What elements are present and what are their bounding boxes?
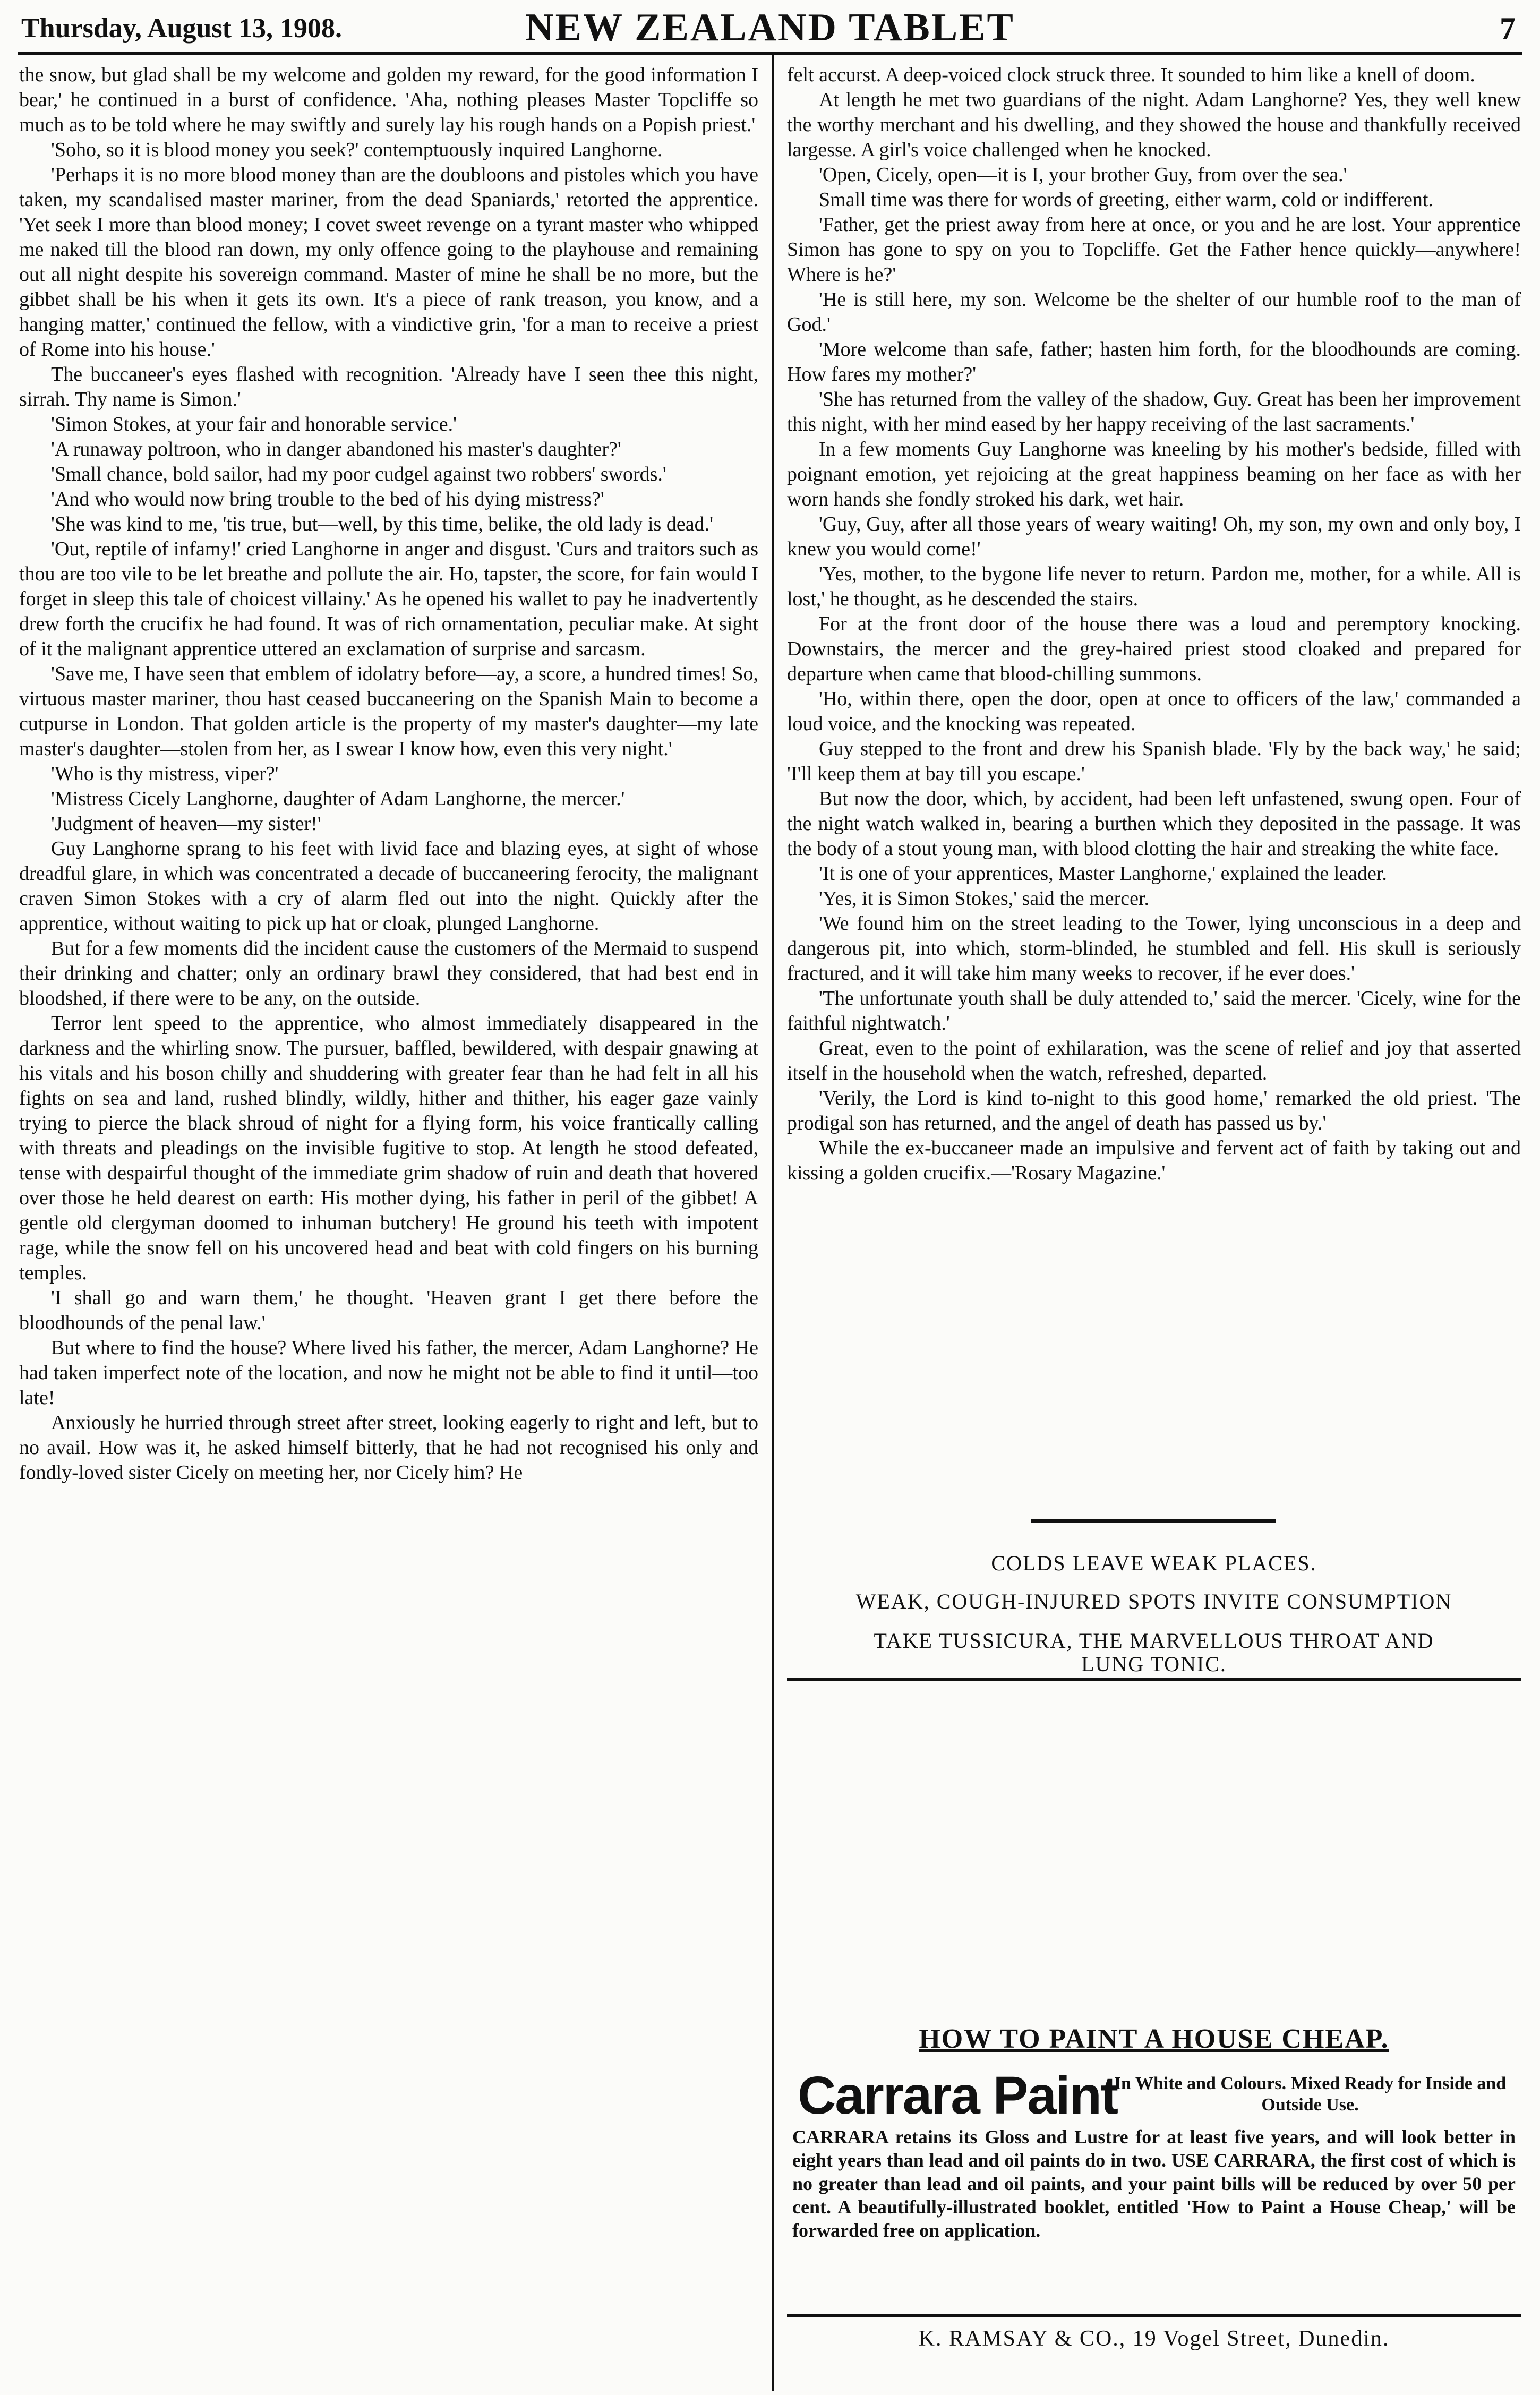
story-paragraph: 'Save me, I have seen that emblem of idolatry before—ay, a score, a hundred times! So, virtuous master mariner, thou hast ceased buccaneering on the Spanish Main to become a cutpurse in London. That golden article is the property of my master's daughter—my late master's daughter—stolen from her, as I swear I know how, even this very night.' xyxy=(19,663,758,760)
story-paragraph: 'It is one of your apprentices, Master Langhorne,' explained the leader. xyxy=(819,862,1387,885)
page-number: 7 xyxy=(1500,11,1516,46)
story-paragraph: 'A runaway poltroon, who in danger abandoned his master's daughter?' xyxy=(51,438,621,460)
story-paragraph: At length he met two guardians of the night. Adam Langhorne? Yes, they well knew the worthy merchant and his dwelling, and they showed the house and thankfully received largesse. A girl's voice challenged when he knocked. xyxy=(787,89,1521,161)
story-paragraph: 'Father, get the priest away from here at once, or you and he are lost. Your apprentice Simon has gone to spy on you to Topcliffe. Get the Father hence quickly—anywhere! Where is he?' xyxy=(787,213,1521,286)
ad-body: CARRARA retains its Gloss and Lustre for at least five years, and will look better in eight years than lead and oil paints do in two. USE CARRARA, the first cost of which is no greater than lead and oil paints, and your paint bills will be reduced by over 50 per cent. A beautifully-illustrated booklet, entitled 'How to Paint a House Cheap,' will be forwarded free on application. xyxy=(792,2126,1516,2241)
story-paragraph: 'She was kind to me, 'tis true, but—well, by this time, belike, the old lady is dead.' xyxy=(51,513,713,535)
issue-date: Thursday, August 13, 1908. xyxy=(21,13,342,44)
story-paragraph: Anxiously he hurried through street after street, looking eagerly to right and left, but to no avail. How was it, he asked himself bitterly, that he had not recognised his only and fondly-loved sister Cicely on meeting her, nor Cicely him? He xyxy=(19,1412,758,1484)
newspaper-title: NEW ZEALAND TABLET xyxy=(525,6,1015,49)
story-paragraph: But for a few moments did the incident cause the customers of the Mermaid to suspend their drinking and chatter; only an ordinary brawl they considered, that had best end in bloodshed, if there were to be any, on the outside. xyxy=(19,937,758,1010)
story-paragraph: 'More welcome than safe, father; hasten him forth, for the bloodhounds are coming. How fares my mother?' xyxy=(787,338,1521,386)
story-paragraph: 'And who would now bring trouble to the bed of his dying mistress?' xyxy=(51,488,604,510)
ad-line: LUNG TONIC. xyxy=(1081,1652,1227,1676)
story-paragraph: 'Soho, so it is blood money you seek?' contemptuously inquired Langhorne. xyxy=(51,139,663,161)
story-paragraph: 'Yes, mother, to the bygone life never to return. Pardon me, mother, for a while. All is lost,' he thought, as he descended the stairs. xyxy=(787,563,1521,610)
story-paragraph: 'Guy, Guy, after all those years of weary waiting! Oh, my son, my own and only boy, I knew you would come!' xyxy=(787,513,1521,560)
story-paragraph: 'Yes, it is Simon Stokes,' said the mercer. xyxy=(819,887,1150,910)
story-paragraph: 'Simon Stokes, at your fair and honorable service.' xyxy=(51,413,457,435)
story-paragraph: the snow, but glad shall be my welcome and golden my reward, for the good information I bear,' he continued in a burst of confidence. 'Aha, nothing pleases Master Topcliffe so much as to be told where he may swiftly and surely lay his rough hands on a Popish priest.' xyxy=(19,64,758,136)
story-paragraph: Guy stepped to the front and drew his Spanish blade. 'Fly by the back way,' he said; 'I'll keep them at bay till you escape.' xyxy=(787,738,1521,785)
story-paragraph: 'He is still here, my son. Welcome be the shelter of our humble roof to the man of God.' xyxy=(787,288,1521,336)
advertiser-address: K. RAMSAY & CO., 19 Vogel Street, Dunedin. xyxy=(918,2326,1390,2351)
story-paragraph: 'Who is thy mistress, viper?' xyxy=(51,763,279,785)
story-paragraph: Terror lent speed to the apprentice, who almost immediately disappeared in the darkness and the whirling snow. The pursuer, baffled, bewildered, with despair gnawing at his vitals and his boson chilly and shuddering with greater fear than he had felt in all his fights on sea and land, rushed blindly, wildly, hither and thither, his eager gaze vainly trying to pierce the black shroud of night for a flying form, his voice frantically calling with threats and pleadings on the invisible fugitive to stop. At length he stood defeated, tense with despairful thought of the immediate grim shadow of ruin and death that hovered over those he held dearest on earth: His mother dying, his father in peril of the gibbet! A gentle old clergyman doomed to inhuman butchery! He ground his teeth with impotent rage, while the snow fell on his uncovered head and beat with cold fingers on his burning temples. xyxy=(19,1012,758,1284)
column-divider xyxy=(772,54,774,2391)
story-paragraph: But where to find the house? Where lived his father, the mercer, Adam Langhorne? He had taken imperfect note of the location, and now he might not be able to find it until—too late! xyxy=(19,1337,758,1409)
story-paragraph: 'Perhaps it is no more blood money than are the doubloons and pistoles which you have taken, my scandalised master mariner, from the dead Spaniards,' retorted the apprentice. 'Yet seek I more than blood money; I covet sweet revenge on a tyrant master who whipped me naked till the blood ran down, my only offence going to the playhouse and remaining out all night despite his sovereign command. Master of mine he shall be no more, but the gibbet shall be his when it gets its own. It's a piece of rank treason, you know, and a hanging matter,' continued the fellow, with a vindictive grin, 'for a man to receive a priest of Rome into his house.' xyxy=(19,164,758,361)
story-paragraph: Small time was there for words of greeting, either warm, cold or indifferent. xyxy=(819,189,1433,211)
story-paragraph: Guy Langhorne sprang to his feet with livid face and blazing eyes, at sight of whose dreadful glare, in which was concentrated a decade of buccaneering ferocity, the malignant craven Simon Stokes with a cry of alarm fled out into the night. Quickly after the apprentice, without waiting to pick up hat or cloak, plunged Langhorne. xyxy=(19,837,758,935)
ad-line: WEAK, COUGH-INJURED SPOTS INVITE CONSUMPTION xyxy=(855,1589,1452,1613)
story-paragraph: 'Mistress Cicely Langhorne, daughter of Adam Langhorne, the mercer.' xyxy=(51,788,625,810)
story-paragraph: 'Ho, within there, open the door, open at once to officers of the law,' commanded a loud voice, and the knocking was repeated. xyxy=(787,688,1521,735)
story-paragraph: But now the door, which, by accident, had been left unfastened, swung open. Four of the night watch walked in, bearing a burthen which they deposited in the passage. It was the body of a stout young man, with blood clotting the hair and streaking the white face. xyxy=(787,788,1521,860)
ad-line: TAKE TUSSICURA, THE MARVELLOUS THROAT AND xyxy=(874,1629,1434,1653)
story-paragraph: 'Verily, the Lord is kind to-night to this good home,' remarked the old priest. 'The prodigal son has returned, and the angel of death has passed us by.' xyxy=(787,1087,1521,1134)
ad-divider xyxy=(787,2314,1521,2317)
story-paragraph: The buccaneer's eyes flashed with recognition. 'Already have I seen thee this night, sirrah. Thy name is Simon.' xyxy=(19,363,758,410)
story-paragraph: For at the front door of the house there was a loud and peremptory knocking. Downstairs, the mercer and the grey-haired priest stood cloaked and prepared for departure when came that blood-chilling summons. xyxy=(787,613,1521,685)
story-column-right xyxy=(787,63,1521,1512)
story-paragraph: While the ex-buccaneer made an impulsive and fervent act of faith by taking out and kissing a golden crucifix.—'Rosary Magazine.' xyxy=(787,1137,1521,1184)
story-paragraph: 'We found him on the street leading to the Tower, lying unconscious in a deep and dangerous pit, into which, storm-blinded, he stumbled and fell. His skull is seriously fractured, and it will take him many weeks to recover, if he ever does.' xyxy=(787,912,1521,985)
story-paragraph: 'The unfortunate youth shall be duly attended to,' said the mercer. 'Cicely, wine for the faithful nightwatch.' xyxy=(787,987,1521,1034)
story-paragraph: In a few moments Guy Langhorne was kneeling by his mother's bedside, filled with poignant emotion, yet rejoicing at the great happiness beaming on her face as with her worn hands she fondly stroked his dark, wet hair. xyxy=(787,438,1521,510)
story-paragraph: felt accurst. A deep-voiced clock struck three. It sounded to him like a knell of doom. xyxy=(787,64,1475,86)
ad-tagline: In White and Colours. Mixed Ready for Inside and Outside Use. xyxy=(1114,2074,1507,2115)
ad-headline: HOW TO PAINT A HOUSE CHEAP. xyxy=(919,2024,1389,2054)
brand-name: Carrara Paint xyxy=(798,2066,1118,2125)
ad-headline: COLDS LEAVE WEAK PLACES. xyxy=(991,1551,1317,1575)
story-paragraph: 'Out, reptile of infamy!' cried Langhorne in anger and disgust. 'Curs and traitors such as thou are too vile to be let breathe and pollute the air. Ho, tapster, the score, for fain would I forget in sleep this tale of choicest villainy.' As he opened his wallet to pay he inadvertently drew forth the crucifix he had found. It was of rich ornamentation, peculiar make. At sight of it the malignant apprentice uttered an exclamation of surprise and sarcasm. xyxy=(19,538,758,660)
story-paragraph: 'She has returned from the valley of the shadow, Guy. Great has been her improvement this night, with her mind eased by her happy receiving of the last sacraments.' xyxy=(787,388,1521,435)
ad-top-rule xyxy=(1031,1519,1276,1523)
carrara-paint-advertisement xyxy=(787,2023,1521,2384)
masthead xyxy=(18,3,1522,55)
story-paragraph: 'Open, Cicely, open—it is I, your brother Guy, from over the sea.' xyxy=(819,164,1347,186)
story-column-left xyxy=(19,63,758,2389)
tussicura-advertisement xyxy=(787,1519,1521,1997)
story-paragraph: 'Judgment of heaven—my sister!' xyxy=(51,812,321,835)
story-paragraph: Great, even to the point of exhilaration, was the scene of relief and joy that asserted itself in the household when the watch, refreshed, departed. xyxy=(787,1037,1521,1084)
ad-divider xyxy=(787,1678,1521,1681)
story-paragraph: 'I shall go and warn them,' he thought. 'Heaven grant I get there before the bloodhounds of the penal law.' xyxy=(19,1287,758,1334)
story-paragraph: 'Small chance, bold sailor, had my poor cudgel against two robbers' swords.' xyxy=(51,463,666,485)
